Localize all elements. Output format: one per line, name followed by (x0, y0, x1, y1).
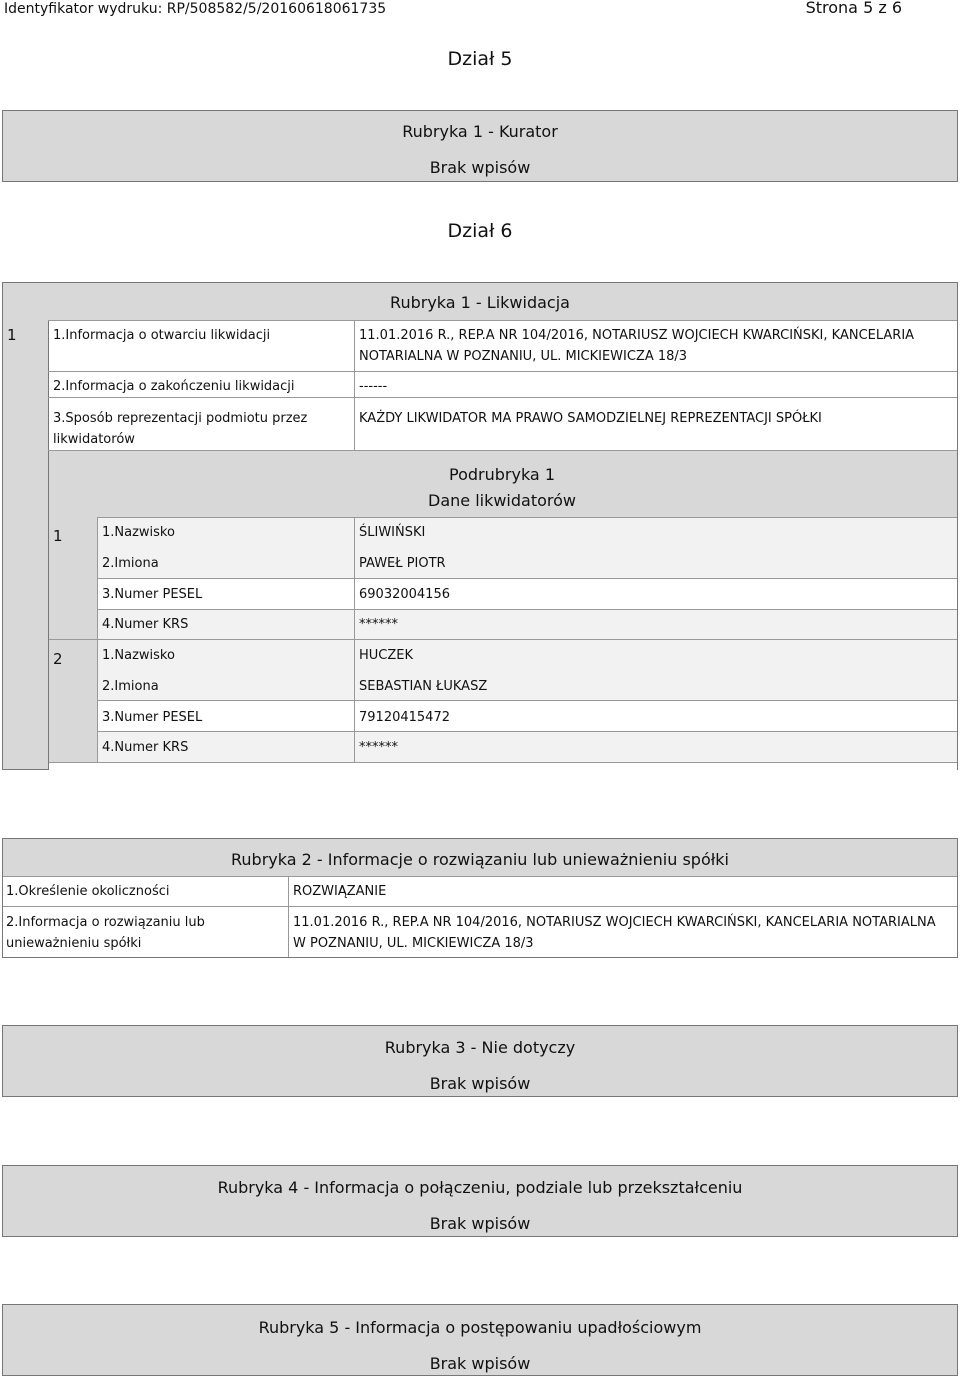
person-label-imiona: 2.Imiona (102, 556, 159, 571)
field-label-otwarcie: 1.Informacja o otwarciu likwidacji (53, 328, 271, 343)
field-value-zakonczenie: ------ (359, 379, 388, 394)
person-label-nazwisko: 1.Nazwisko (102, 525, 175, 540)
print-identifier: Identyfikator wydruku: RP/508582/5/20160618061735 (4, 1, 387, 17)
row-number: 1 (7, 326, 17, 344)
person-label-imiona: 2.Imiona (102, 679, 159, 694)
rubryka-3-empty: Brak wpisów (429, 1074, 531, 1093)
section-title-dzial-6: Dział 6 (447, 220, 513, 242)
person-value-nazwisko: HUCZEK (359, 648, 414, 663)
rubryka-rozwiazanie-title: Rubryka 2 - Informacje o rozwiązaniu lub unieważnieniu spółki (231, 850, 729, 869)
person-value-imiona: SEBASTIAN ŁUKASZ (359, 679, 488, 694)
field-label-zakonczenie: 2.Informacja o zakończeniu likwidacji (53, 379, 295, 394)
rubryka-3-title: Rubryka 3 - Nie dotyczy (384, 1038, 576, 1057)
person-label-krs: 4.Numer KRS (102, 740, 189, 755)
person-label-krs: 4.Numer KRS (102, 617, 189, 632)
rubryka-kurator-empty: Brak wpisów (429, 158, 531, 177)
field-label-rozwiazanie-line1: 2.Informacja o rozwiązaniu lub (6, 915, 205, 930)
rubryka-likwidacja-title: Rubryka 1 - Likwidacja (390, 293, 570, 312)
field-label-rozwiazanie-line2: unieważnieniu spółki (6, 936, 142, 951)
page-number: Strona 5 z 6 (805, 0, 902, 17)
field-value-rozwiazanie-line2: W POZNANIU, UL. MICKIEWICZA 18/3 (293, 936, 534, 951)
rubryka-4-title: Rubryka 4 - Informacja o połączeniu, podziale lub przekształceniu (217, 1178, 743, 1197)
field-value-rozwiazanie-line1: 11.01.2016 R., REP.A NR 104/2016, NOTARIUSZ WOJCIECH KWARCIŃSKI, KANCELARIA NOTARIALNA (293, 915, 936, 930)
person-value-imiona: PAWEŁ PIOTR (359, 556, 446, 571)
person-value-pesel: 79120415472 (359, 710, 450, 725)
person-value-krs: ****** (359, 617, 398, 632)
field-label-reprezentacja-line2: likwidatorów (53, 432, 135, 447)
person-label-pesel: 3.Numer PESEL (102, 587, 203, 602)
field-value-okolicznosci: ROZWIĄZANIE (293, 884, 387, 899)
field-value-otwarcie-line1: 11.01.2016 R., REP.A NR 104/2016, NOTARIUSZ WOJCIECH KWARCIŃSKI, KANCELARIA (359, 328, 915, 343)
person-number: 1 (53, 527, 63, 545)
rubryka-kurator-title: Rubryka 1 - Kurator (402, 122, 558, 141)
person-value-nazwisko: ŚLIWIŃSKI (359, 525, 426, 540)
field-value-otwarcie-line2: NOTARIALNA W POZNANIU, UL. MICKIEWICZA 18/3 (359, 349, 688, 364)
person-value-krs: ****** (359, 740, 398, 755)
podrubryka-title: Podrubryka 1 (449, 465, 555, 484)
field-value-reprezentacja: KAŻDY LIKWIDATOR MA PRAWO SAMODZIELNEJ REPREZENTACJI SPÓŁKI (359, 411, 822, 426)
field-label-okolicznosci: 1.Określenie okoliczności (6, 884, 170, 899)
person-value-pesel: 69032004156 (359, 587, 450, 602)
person-label-pesel: 3.Numer PESEL (102, 710, 203, 725)
rubryka-5-title: Rubryka 5 - Informacja o postępowaniu upadłościowym (258, 1318, 702, 1337)
rubryka-5-empty: Brak wpisów (429, 1354, 531, 1373)
podrubryka-subtitle: Dane likwidatorów (427, 491, 577, 510)
rubryka-4-empty: Brak wpisów (429, 1214, 531, 1233)
field-label-reprezentacja-line1: 3.Sposób reprezentacji podmiotu przez (53, 411, 308, 426)
section-title-dzial-5: Dział 5 (447, 48, 513, 70)
person-label-nazwisko: 1.Nazwisko (102, 648, 175, 663)
person-number: 2 (53, 650, 63, 668)
